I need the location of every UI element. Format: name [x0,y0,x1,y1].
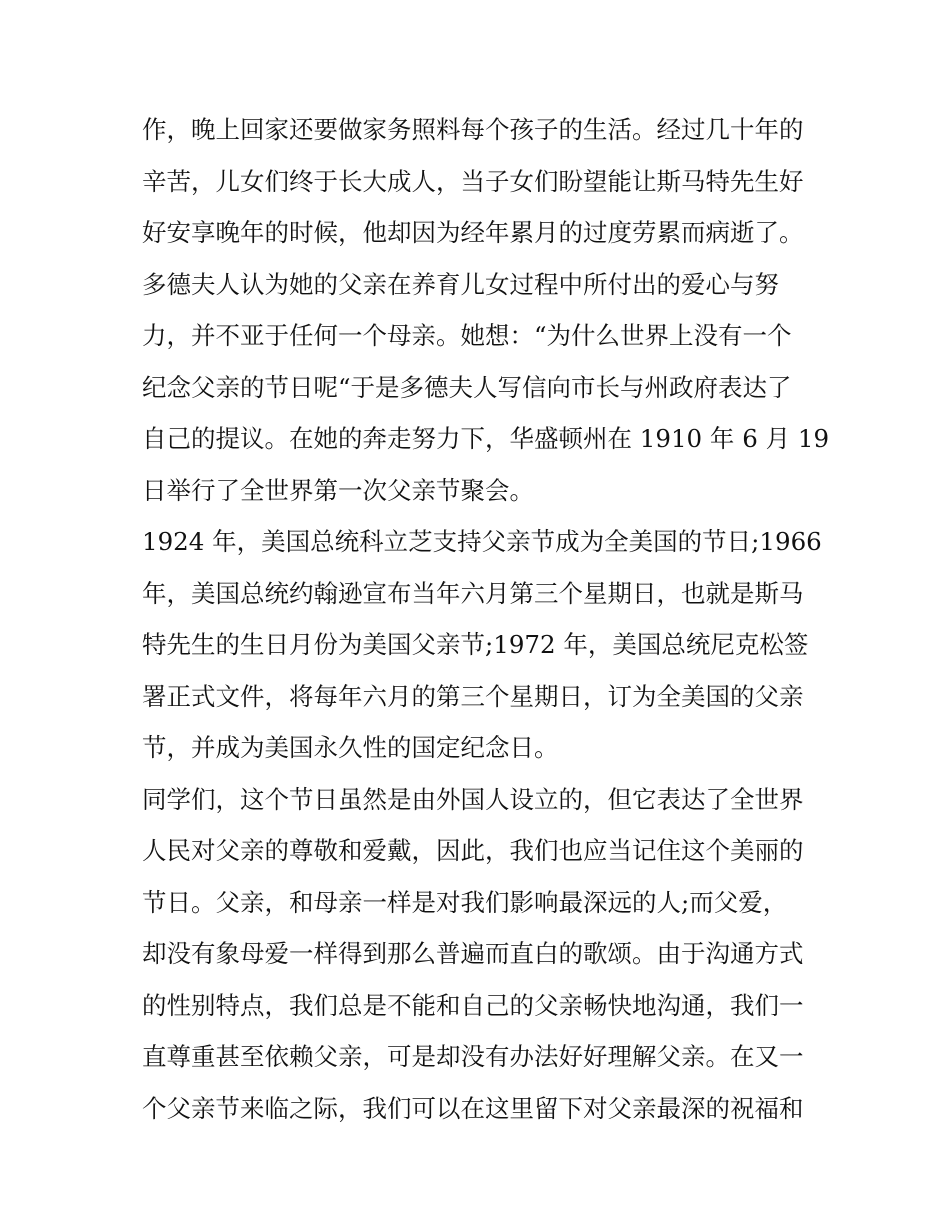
body-text [142,104,830,1134]
text-line: 节日。父亲，和母亲一样是对我们影响最深远的人;而父爱， [142,887,788,917]
text-line: 署正式文件，将每年六月的第三个星期日，订为全美国的父亲 [142,681,804,711]
text-line: 年，美国总统约翰逊宣布当年六月第三个星期日，也就是斯马 [142,578,804,608]
text-line: 个父亲节来临之际，我们可以在这里留下对父亲最深的祝福和 [142,1093,804,1123]
text-line: 却没有象母爱一样得到那么普遍而直白的歌颂。由于沟通方式 [142,939,804,968]
text-line: 纪念父亲的节日呢“于是多德夫人写信向市长与州政府表达了 [142,372,792,402]
text-line: 多德夫人认为她的父亲在养育儿女过程中所付出的爱心与努 [142,269,779,299]
text-line: 特先生的生日月份为美国父亲节;1972 年，美国总统尼克松签 [142,630,809,659]
text-line: 人民对父亲的尊敬和爱戴，因此，我们也应当记住这个美丽的 [142,836,804,865]
text-line: 作，晚上回家还要做家务照料每个孩子的生活。经过几十年的 [142,115,804,144]
text-line: 1924 年，美国总统科立芝支持父亲节成为全美国的节日;1966 [142,527,822,556]
text-line: 力，并不亚于任何一个母亲。她想：“为什么世界上没有一个 [142,321,792,350]
text-line: 直尊重甚至依赖父亲，可是却没有办法好好理解父亲。在又一 [142,1042,804,1071]
text-line: 的性别特点，我们总是不能和自己的父亲畅快地沟通，我们一 [142,990,804,1020]
text-line: 节，并成为美国永久性的国定纪念日。 [142,733,559,762]
text-line: 好安享晚年的时候，他却因为经年累月的过度劳累而病逝了。 [142,218,804,247]
text-line: 同学们，这个节日虽然是由外国人设立的，但它表达了全世界 [142,784,804,814]
text-line: 自己的提议。在她的奔走努力下，华盛顿州在 1910 年 6 月 19 [142,424,830,453]
text-line: 辛苦，儿女们终于长大成人，当子女们盼望能让斯马特先生好 [142,166,804,196]
text-line: 日举行了全世界第一次父亲节聚会。 [142,475,534,505]
